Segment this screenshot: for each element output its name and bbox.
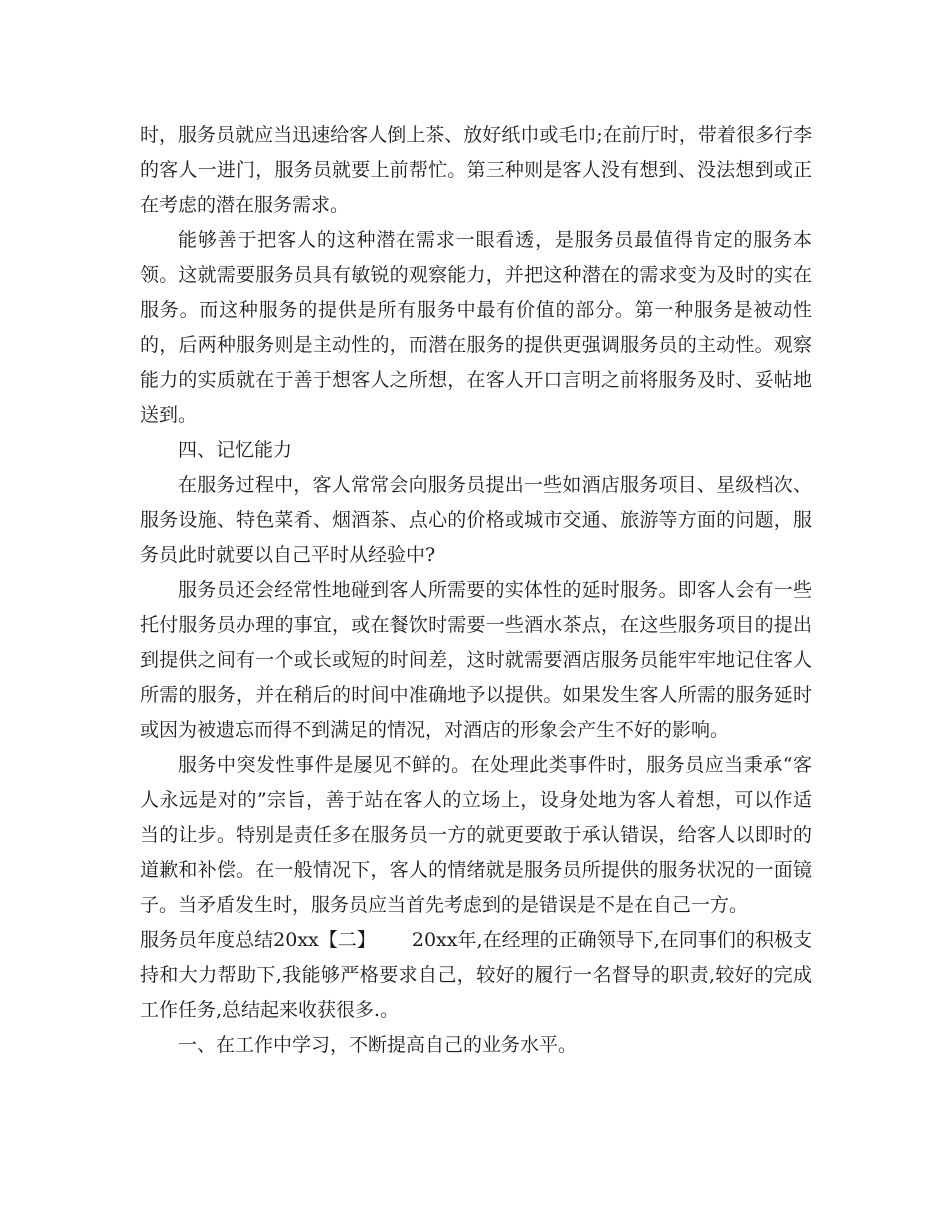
section-title: 服务员年度总结20xx【二】 [140, 929, 376, 951]
paragraph-5: 服务中突发性事件是屡见不鲜的。在处理此类事件时，服务员应当秉承“客人永远是对的”宗旨，善于站在客人的立场上，设身处地为客人着想，可以作适当的让步。特别是责任多在服务员一方的就更要敢于承认错误，给客人以即时的道歉和补偿。在一般情况下，客人的情绪就是服务员所提供的服务状况的一面镜子。当矛盾发生时，服务员应当首先考虑到的是错误是不是在自己一方。 [140, 754, 812, 916]
document-page [140, 118, 812, 1063]
paragraph-6-body: 20xx年,在经理的正确领导下,在同事们的积极支持和大力帮助下,我能够严格要求自己，较好的履行一名督导的职责,较好的完成工作任务,总结起来收获很多.。 [140, 929, 812, 1021]
paragraph-1: 时，服务员就应当迅速给客人倒上茶、放好纸巾或毛巾;在前厅时，带着很多行李的客人一进门，服务员就要上前帮忙。第三种则是客人没有想到、没法想到或正在考虑的潜在服务需求。 [140, 124, 812, 216]
paragraph-3: 在服务过程中，客人常常会向服务员提出一些如酒店服务项目、星级档次、服务设施、特色菜肴、烟酒茶、点心的价格或城市交通、旅游等方面的问题，服务员此时就要以自己平时从经验中? [140, 474, 812, 566]
paragraph-4: 服务员还会经常性地碰到客人所需要的实体性的延时服务。即客人会有一些托付服务员办理的事宜，或在餐饮时需要一些酒水茶点，在这些服务项目的提出到提供之间有一个或长或短的时间差，这时就需要酒店服务员能牢牢地记住客人所需的服务，并在稍后的时间中准确地予以提供。如果发生客人所需的服务延时或因为被遗忘而得不到满足的情况，对酒店的形象会产生不好的影响。 [140, 579, 812, 741]
paragraph-2: 能够善于把客人的这种潜在需求一眼看透，是服务员最值得肯定的服务本领。这就需要服务员具有敏锐的观察能力，并把这种潜在的需求变为及时的实在服务。而这种服务的提供是所有服务中最有价值的部分。第一种服务是被动性的，后两种服务则是主动性的，而潜在服务的提供更强调服务员的主动性。观察能力的实质就在于善于想客人之所想，在客人开口言明之前将服务及时、妥帖地送到。 [140, 229, 812, 426]
paragraph-6 [140, 923, 812, 1028]
section-heading-memory: 四、记忆能力 [178, 439, 293, 461]
section-heading-study: 一、在工作中学习，不断提高自己的业务水平。 [178, 1034, 578, 1056]
